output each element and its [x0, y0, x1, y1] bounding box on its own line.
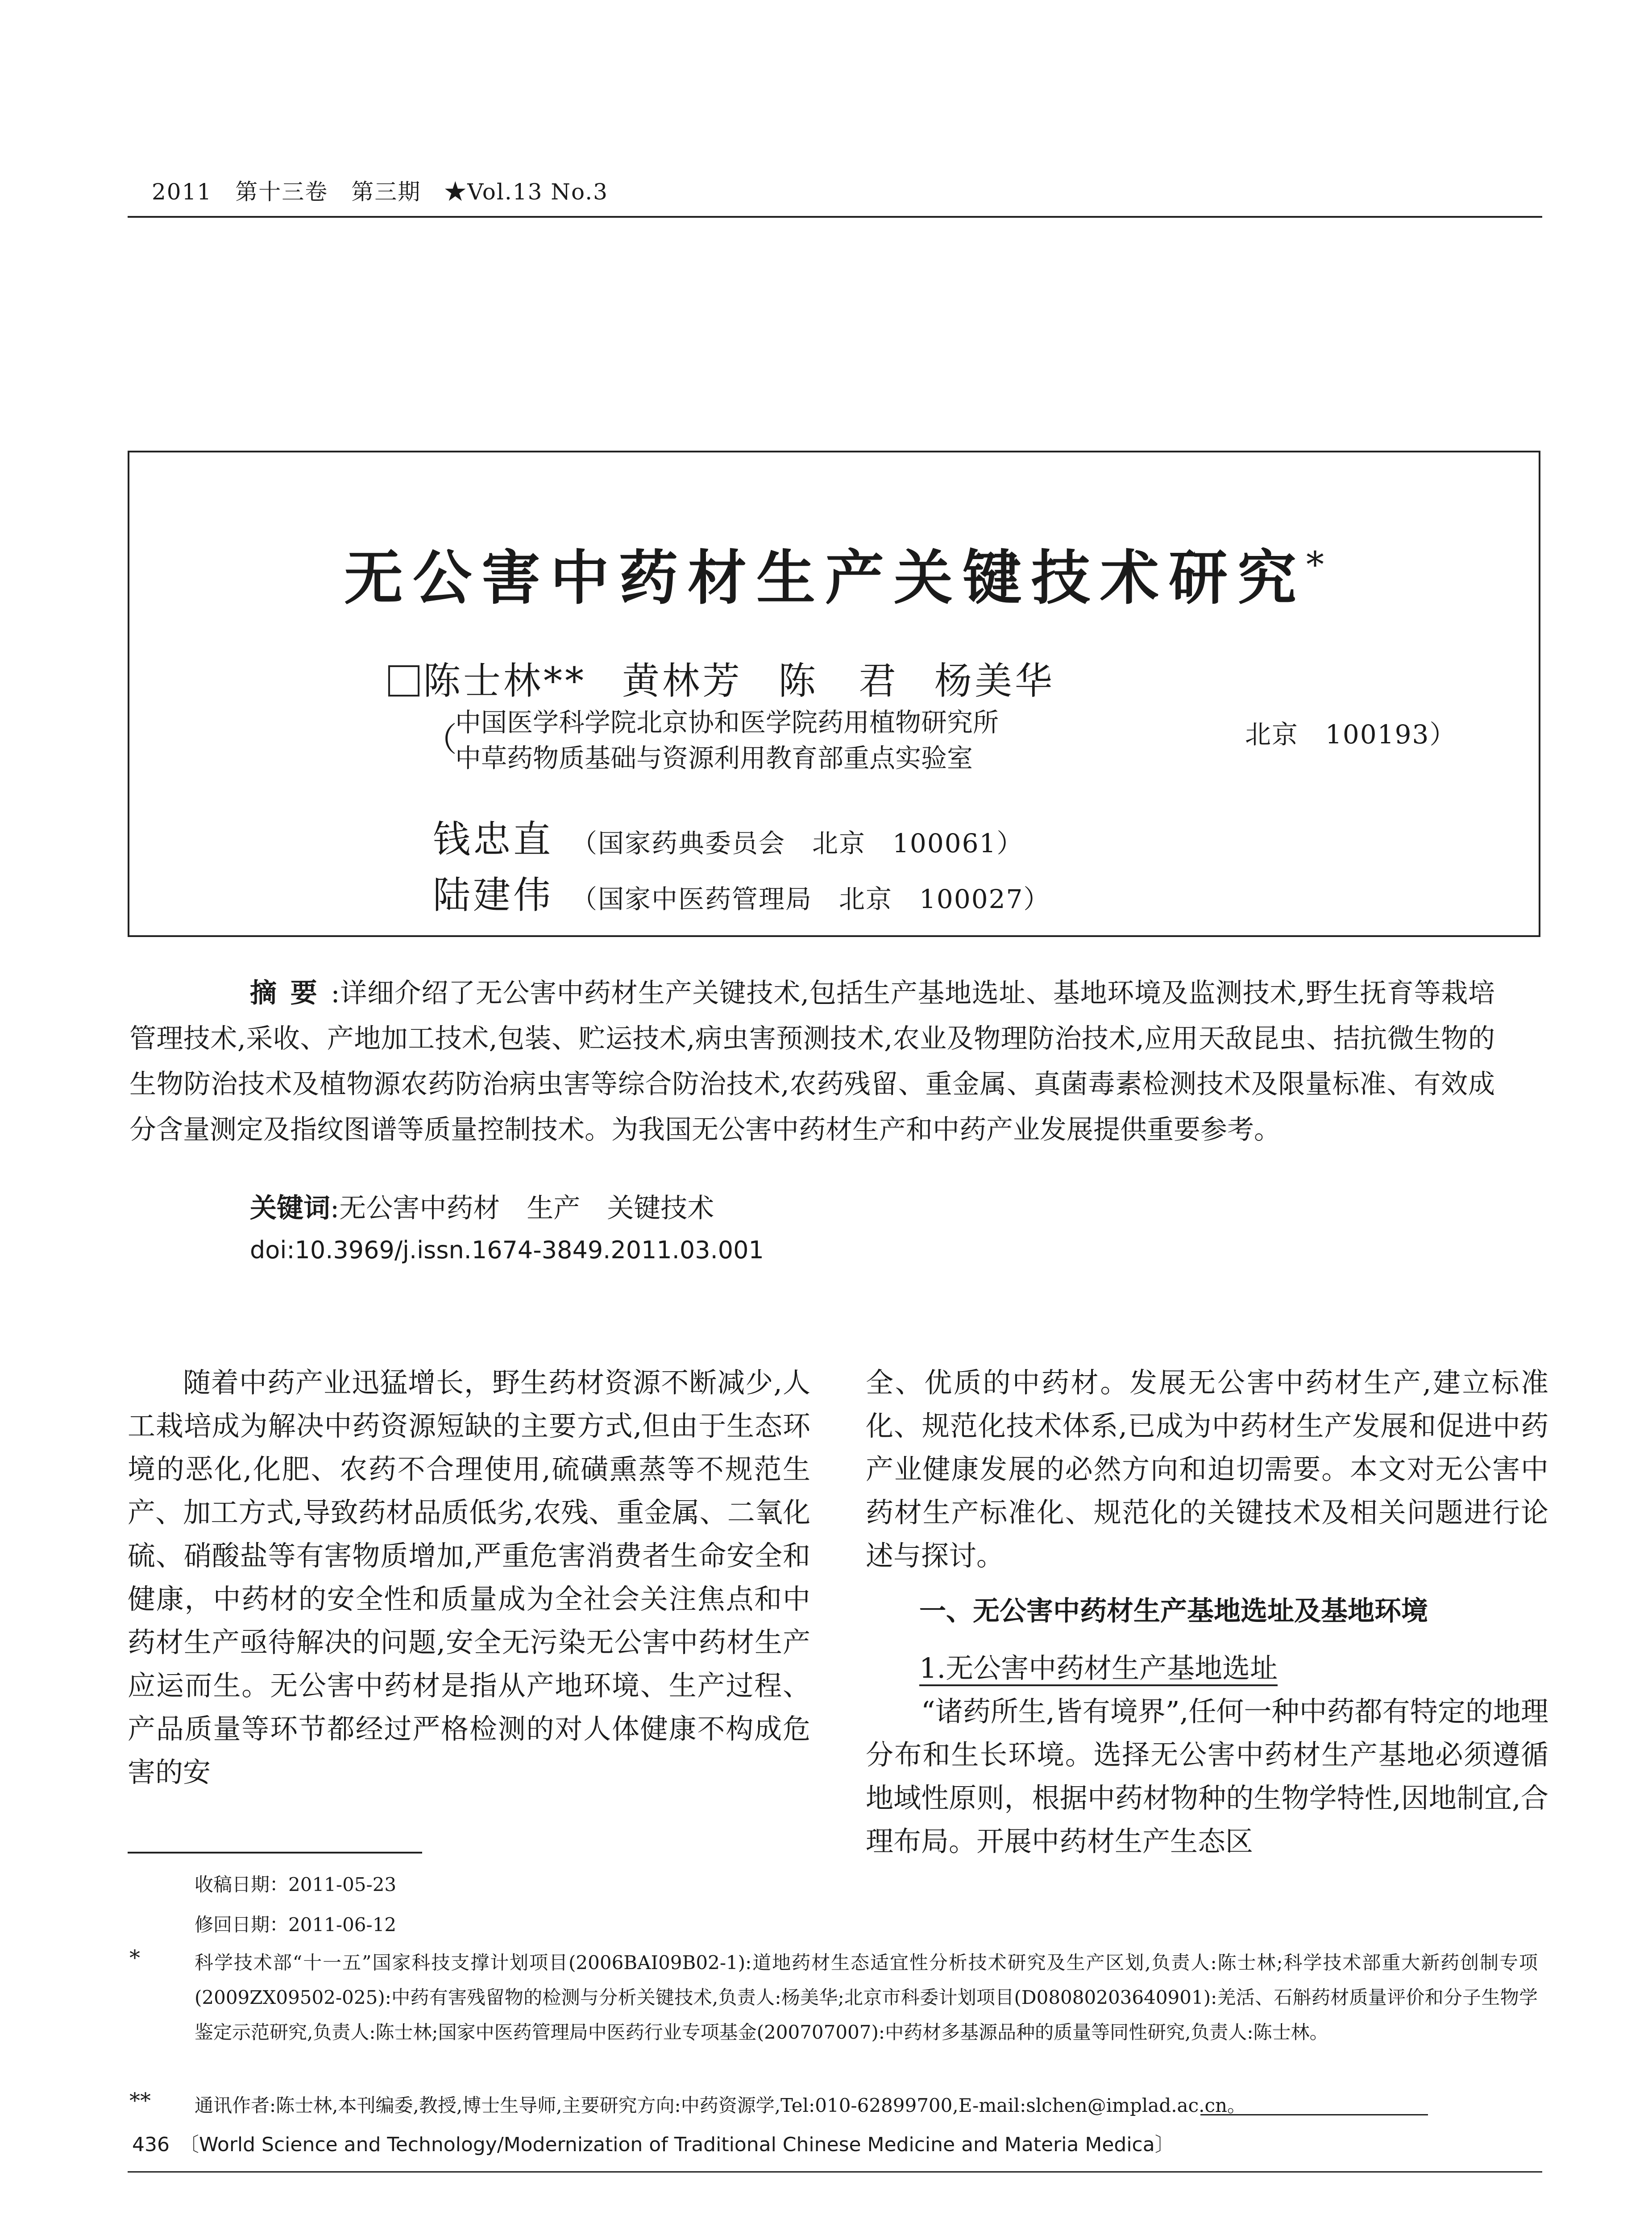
header-rule — [128, 216, 1542, 218]
footer-rule — [128, 2171, 1542, 2173]
keywords-text: :无公害中药材 生产 关键技术 — [330, 1193, 714, 1224]
abstract — [129, 970, 1495, 1153]
body-column-left — [128, 1361, 810, 1794]
section-heading: 一、无公害中药材生产基地选址及基地环境 — [919, 1596, 1428, 1627]
author-4: 杨美华 — [934, 659, 1055, 703]
page-footer: 436 〔World Science and Technology/Modernization of Traditional Chinese Medicine and Materia Medica〕 — [132, 2133, 1175, 2156]
title-box — [128, 451, 1540, 937]
affiliation-line-2: 中草药物质基础与资源利用教育部重点实验室 — [455, 743, 973, 773]
footnote-star1-mark: * — [129, 1945, 140, 1970]
title-text: 无公害中药材生产关键技术研究 — [344, 543, 1306, 613]
running-head: 2011 第十三卷 第三期 ★Vol.13 No.3 — [152, 179, 608, 205]
footnote-end-rule — [1200, 2114, 1428, 2115]
doi: doi:10.3969/j.issn.1674-3849.2011.03.001 — [250, 1236, 764, 1264]
author-6: 陆建伟 — [433, 873, 554, 917]
footnote-revised: 修回日期：2011-06-12 — [195, 1914, 397, 1936]
keywords-label: 关键词 — [250, 1193, 330, 1224]
footnote-star2-mark: ** — [129, 2088, 151, 2113]
footnote-corresponding: 通讯作者:陈士林,本刊编委,教授,博士生导师,主要研究方向:中药资源学,Tel:010-62899700,E-mail:slchen@implad.ac.cn。 — [195, 2094, 1246, 2116]
author-line-3 — [433, 865, 1050, 919]
body-paragraph-3: “诸药所生,皆有境界”,任何一种中药都有特定的地理分布和生长环境。选择无公害中药材生产基地必须遵循地域性原则，根据中药材物种的生物学特性,因地制宜,合理布局。开展中药材生产生态区 — [866, 1695, 1548, 1858]
title-footnote-mark: * — [1306, 544, 1324, 585]
affiliation-line-1: 中国医学科学院北京协和医学院药用植物研究所 — [455, 707, 999, 738]
body-paragraph-2: 全、优质的中药材。发展无公害中药材生产,建立标准化、规范化技术体系,已成为中药材生产发展和促进中药产业健康发展的必然方向和迫切需要。本文对无公害中药材生产标准化、规范化的关键技术及相关问题进行论述与探讨。 — [866, 1366, 1548, 1572]
footnote-funding: 科学技术部“十一五”国家科技支撑计划项目(2006BAI09B02-1):道地药材生态适宜性分析技术研究及生产区划,负责人:陈士林;科学技术部重大新药创制专项(2009ZX09502-025):中药有害残留物的检测与分析关键技术,负责人:杨美华;北京市科委计划项目(D08080203640901):羌活、石斛药材质量评价和分子生物学鉴定示范研究,负责人:陈士林;国家中医药管理局中医药行业专项基金(200707007):中药材多基源品种的质量等同性研究,负责人:陈士林。 — [195, 1952, 1538, 2043]
abstract-label: 摘要 — [250, 978, 331, 1009]
abstract-text: :详细介绍了无公害中药材生产关键技术,包括生产基地选址、基地环境及监测技术,野生抚育等栽培管理技术,采收、产地加工技术,包装、贮运技术,病虫害预测技术,农业及物理防治技术,应用天敌昆虫、拮抗微生物的生物防治技术及植物源农药防治病虫害等综合防治技术,农药残留、重金属、真菌毒素检测技术及限量标准、有效成分含量测定及指纹图谱等质量控制技术。为我国无公害中药材生产和中药产业发展提供重要参考。 — [129, 978, 1495, 1145]
body-column-right — [866, 1361, 1548, 1863]
subsection-heading — [866, 1646, 1548, 1690]
footnote-received: 收稿日期：2011-05-23 — [195, 1874, 397, 1895]
author-3: 陈 君 — [778, 659, 899, 703]
affiliation-city: 北京 100193） — [1245, 719, 1457, 750]
author-line-2 — [433, 809, 1023, 863]
affiliation-open: （ — [424, 721, 457, 759]
author-5-org: （国家药典委员会 北京 100061） — [571, 828, 1024, 858]
author-box-icon — [388, 665, 419, 697]
subsection-heading-text: 1.无公害中药材生产基地选址 — [919, 1652, 1278, 1686]
keywords — [250, 1187, 714, 1225]
author-2: 黄林芳 — [622, 659, 743, 703]
author-line — [388, 651, 1055, 705]
body-paragraph-1: 随着中药产业迅猛增长，野生药材资源不断减少,人工栽培成为解决中药资源短缺的主要方式,但由于生态环境的恶化,化肥、农药不合理使用,硫磺熏蒸等不规范生产、加工方式,导致药材品质低劣,农残、重金属、二氧化硫、硝酸盐等有害物质增加,严重危害消费者生命安全和健康，中药材的安全性和质量成为全社会关注焦点和中药材生产亟待解决的问题,安全无污染无公害中药材生产应运而生。无公害中药材是指从产地环境、生产过程、产品质量等环节都经过严格检测的对人体健康不构成危害的安 — [128, 1366, 810, 1788]
footnote-rule — [128, 1852, 422, 1854]
article-title — [129, 531, 1539, 615]
author-lead: 陈士林** — [423, 659, 587, 703]
author-5: 钱忠直 — [433, 817, 554, 861]
author-6-org: （国家中医药管理局 北京 100027） — [571, 884, 1050, 914]
